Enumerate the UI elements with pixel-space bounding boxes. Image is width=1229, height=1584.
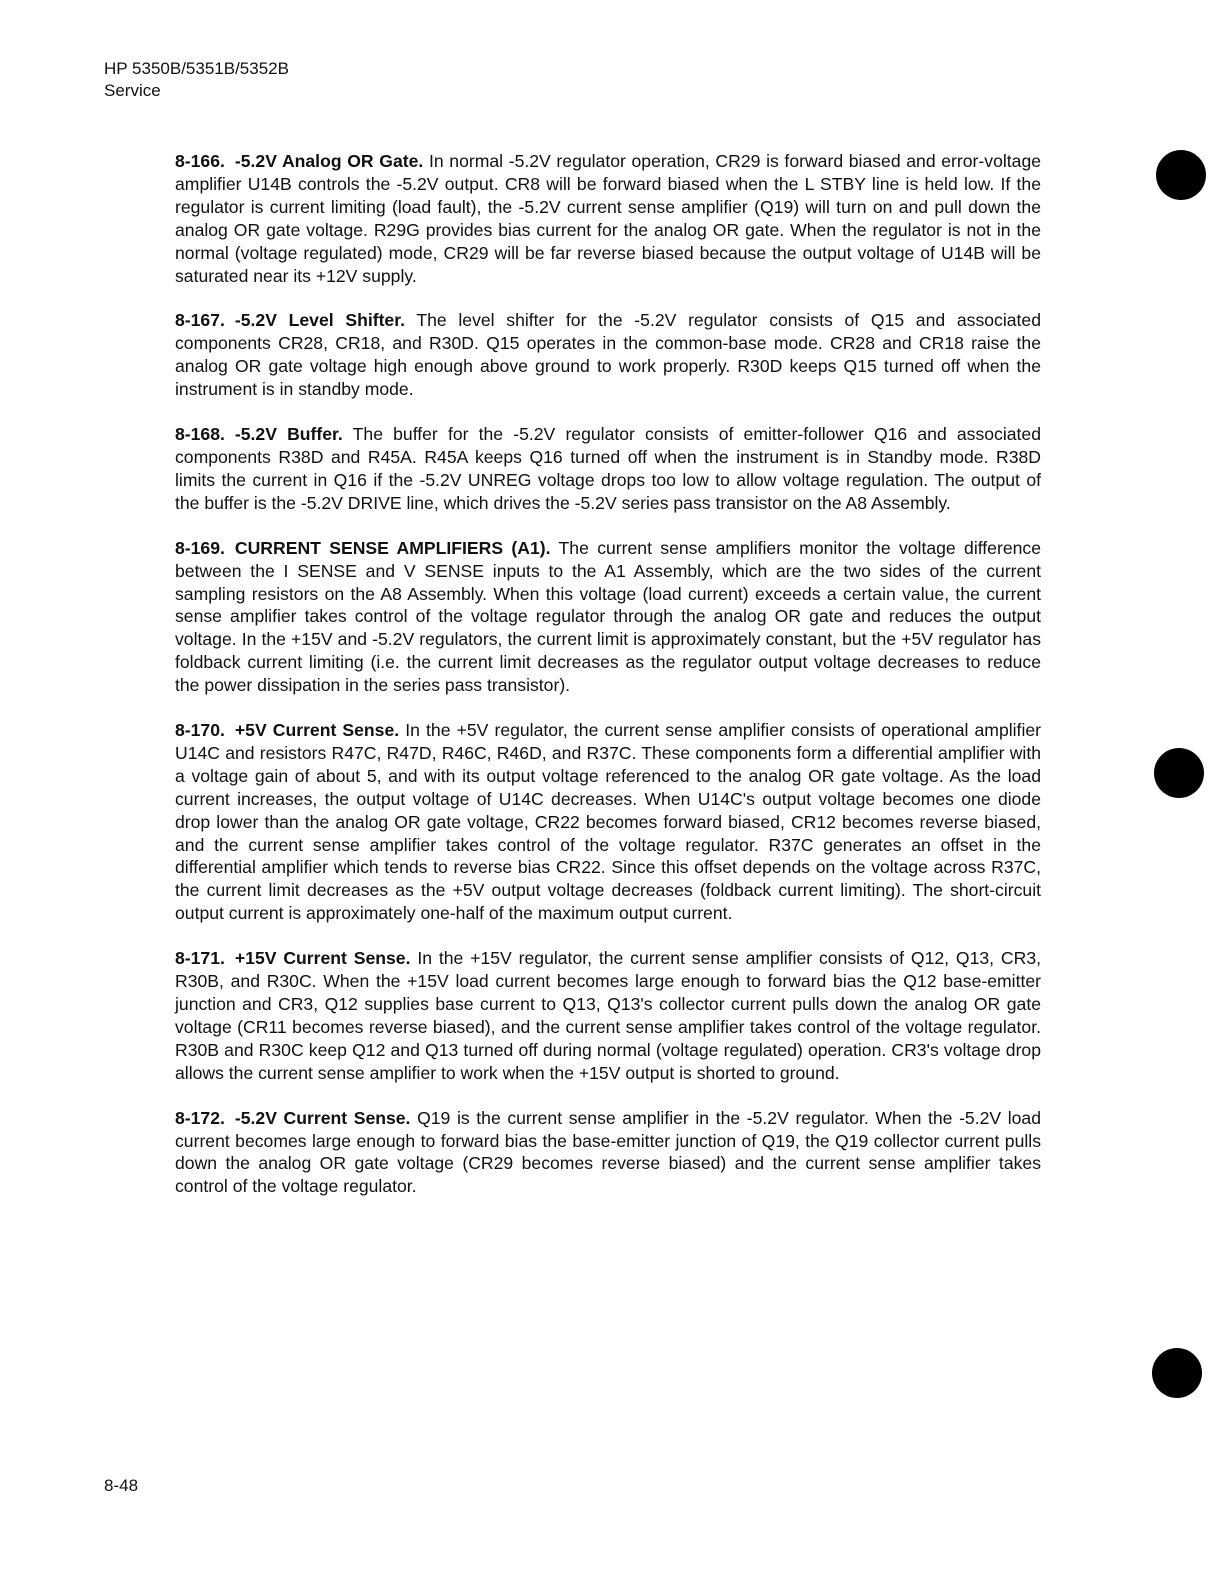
paragraph-8-166	[175, 150, 1041, 287]
paragraph-number: 8-167.	[175, 310, 225, 331]
header-model: HP 5350B/5351B/5352B	[104, 59, 289, 78]
paragraph-body: The current sense amplifiers monitor the voltage difference between the I SENSE and V SENSE inputs to the A1 Assembly, which are the two sides of the current sampling resistors on the A8 Assembly. When this voltage (load current) exceeds a certain value, the current sense amplifier takes control of the voltage regulator through the analog OR gate and reduces the output voltage. In the +15V and -5.2V regulators, the current limit is approximately constant, but the +5V regulator has foldback current limiting (i.e. the current limit decreases as the regulator output voltage decreases to reduce the power dissipation in the series pass transistor).	[175, 537, 1041, 696]
header-section: Service	[104, 81, 161, 100]
paragraph-title: CURRENT SENSE AMPLIFIERS (A1).	[234, 537, 551, 558]
paragraph-title: +15V Current Sense.	[234, 948, 411, 969]
paragraph-number: 8-168.	[175, 424, 225, 445]
paragraph-body: The buffer for the -5.2V regulator consists of emitter-follower Q16 and associated components R38D and R45A. R45A keeps Q16 turned off when the instrument is in Standby mode. R38D limits the current in Q16 if the -5.2V UNREG voltage drops too low to allow voltage regulation. The output of the buffer is the -5.2V DRIVE line, which drives the -5.2V series pass transistor on the A8 Assembly.	[175, 424, 1041, 513]
paragraph-body: Q19 is the current sense amplifier in the -5.2V regulator. When the -5.2V load current becomes large enough to forward bias the base-emitter junction of Q19, the Q19 collector current pulls down the analog OR gate voltage (CR29 becomes reverse biased) and the current sense amplifier takes control of the voltage regulator.	[175, 1107, 1042, 1197]
paragraph-8-171	[175, 947, 1041, 1084]
paragraph-number: 8-169.	[175, 537, 225, 558]
page-number: 8-48	[104, 1476, 139, 1495]
binder-hole-top	[1156, 150, 1206, 200]
paragraph-8-168	[175, 423, 1041, 515]
paragraph-title: +5V Current Sense.	[234, 720, 400, 741]
paragraph-number: 8-171.	[175, 948, 225, 969]
paragraph-8-172	[175, 1107, 1041, 1199]
paragraph-title: -5.2V Current Sense.	[234, 1107, 411, 1128]
paragraph-body: The level shifter for the -5.2V regulator consists of Q15 and associated components CR28, CR18, and R30D. Q15 operates in the common-base mode. CR28 and CR18 raise the analog OR gate voltage high enough above ground to work properly. R30D keeps Q15 turned off when the instrument is in standby mode.	[175, 310, 1041, 400]
paragraph-body: In the +15V regulator, the current sense amplifier consists of Q12, Q13, CR3, R30B, and R30C. When the +15V load current becomes large enough to forward bias the Q12 base-emitter junction and CR3, Q12 supplies base current to Q13, Q13's collector current pulls down the analog OR gate voltage (CR11 becomes reverse biased), and the current sense amplifier takes control of the voltage regulator. R30B and R30C keep Q12 and Q13 turned off during normal (voltage regulated) operation. CR3's voltage drop allows the current sense amplifier to work when the +15V output is shorted to ground.	[175, 948, 1042, 1083]
paragraph-title: -5.2V Analog OR Gate.	[234, 151, 424, 171]
paragraph-8-169	[175, 537, 1041, 697]
paragraph-title: -5.2V Buffer.	[234, 424, 343, 445]
page-body	[175, 150, 1041, 1220]
paragraph-body: In the +5V regulator, the current sense amplifier consists of operational amplifier U14C and resistors R47C, R47D, R46C, R46D, and R37C. These components form a differential amplifier with a voltage gain of about 5, and with its output voltage referenced to the analog OR gate voltage. As the load current increases, the output voltage of U14C decreases. When U14C's output voltage becomes one diode drop lower than the analog OR gate voltage, CR22 becomes forward biased, CR12 becomes reverse biased, and the current sense amplifier takes control of the voltage regulator. R37C generates an offset in the differential amplifier which tends to reverse bias CR22. Since this offset depends on the voltage across R37C, the current limit decreases as the +5V output voltage decreases (foldback current limiting). The short-circuit output current is approximately one-half of the maximum output current.	[175, 720, 1041, 924]
paragraph-number: 8-170.	[175, 720, 225, 741]
page-header	[104, 58, 289, 102]
paragraph-8-170	[175, 719, 1041, 925]
paragraph-8-167	[175, 309, 1041, 401]
binder-hole-middle	[1154, 748, 1204, 798]
paragraph-body: In normal -5.2V regulator operation, CR29 is forward biased and error-voltage amplifier U14B controls the -5.2V output. CR8 will be forward biased when the L STBY line is held low. If the regulator is current limiting (load fault), the -5.2V current sense amplifier (Q19) will turn on and pull down the analog OR gate voltage. R29G provides bias current for the analog OR gate. When the regulator is not in the normal (voltage regulated) mode, CR29 will be far reverse biased because the output voltage of U14B will be saturated near its +12V supply.	[175, 151, 1042, 286]
paragraph-title: -5.2V Level Shifter.	[234, 310, 405, 331]
paragraph-number: 8-166.	[175, 151, 225, 171]
binder-hole-bottom	[1152, 1348, 1202, 1398]
paragraph-number: 8-172.	[175, 1107, 225, 1128]
